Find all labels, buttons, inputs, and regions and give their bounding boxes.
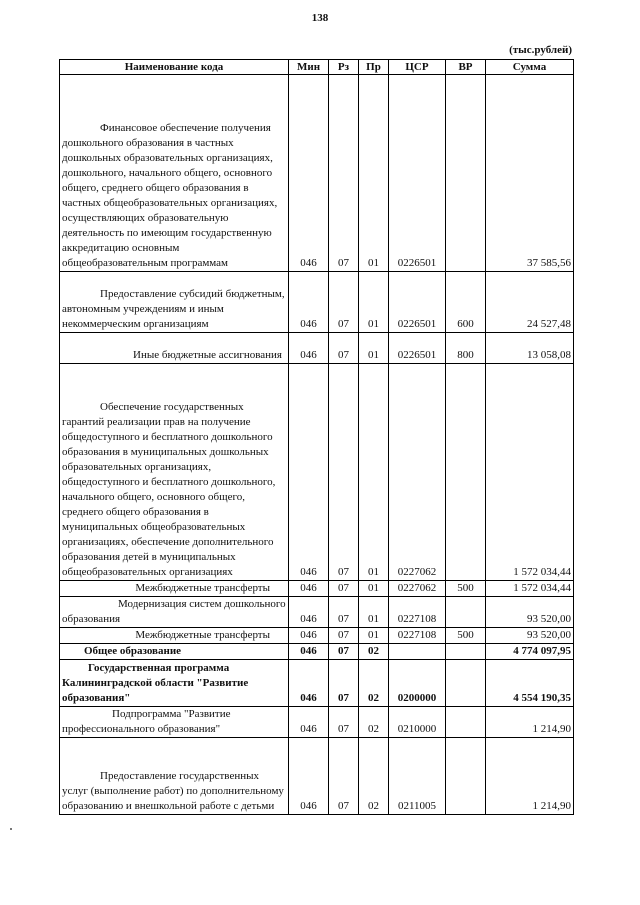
row-min: 046 — [289, 707, 329, 738]
row-vr — [446, 597, 486, 628]
row-csr: 0211005 — [389, 738, 446, 815]
row-name: Межбюджетные трансферты — [60, 628, 289, 644]
row-name: Подпрограмма "Развитие профессионального образования" — [60, 707, 289, 738]
row-name: Общее образование — [60, 644, 289, 660]
row-csr: 0210000 — [389, 707, 446, 738]
table-row — [60, 660, 574, 707]
row-rz: 07 — [329, 738, 359, 815]
row-vr: 500 — [446, 628, 486, 644]
row-pr: 01 — [359, 272, 389, 333]
row-pr: 02 — [359, 738, 389, 815]
row-sum: 1 214,90 — [486, 738, 574, 815]
row-sum: 24 527,48 — [486, 272, 574, 333]
page-number: 138 — [311, 12, 329, 24]
row-vr: 600 — [446, 272, 486, 333]
row-csr: 0227062 — [389, 364, 446, 581]
row-rz: 07 — [329, 628, 359, 644]
row-rz: 07 — [329, 75, 359, 272]
table-row — [60, 707, 574, 738]
row-csr: 0226501 — [389, 272, 446, 333]
header-name: Наименование кода — [60, 60, 289, 75]
row-vr — [446, 75, 486, 272]
row-csr — [389, 644, 446, 660]
row-csr: 0227108 — [389, 597, 446, 628]
row-pr: 01 — [359, 581, 389, 597]
header-pr: Пр — [359, 60, 389, 75]
table-row — [60, 628, 574, 644]
row-name: Предоставление субсидий бюджетным, автономным учреждениям и иным некоммерческим организациям — [60, 272, 289, 333]
row-rz: 07 — [329, 364, 359, 581]
row-min: 046 — [289, 333, 329, 364]
row-name: Государственная программа Калининградской области "Развитие образования" — [60, 660, 289, 707]
row-pr: 02 — [359, 644, 389, 660]
row-sum: 93 520,00 — [486, 628, 574, 644]
table-row — [60, 272, 574, 333]
header-sum: Сумма — [486, 60, 574, 75]
table-row — [60, 364, 574, 581]
row-vr — [446, 660, 486, 707]
row-min: 046 — [289, 597, 329, 628]
header-vr: ВР — [446, 60, 486, 75]
row-sum: 93 520,00 — [486, 597, 574, 628]
row-sum: 1 572 034,44 — [486, 364, 574, 581]
row-vr — [446, 364, 486, 581]
row-vr — [446, 738, 486, 815]
header-rz: Рз — [329, 60, 359, 75]
units-label: (тыс.рублей) — [509, 44, 572, 56]
table-header-row — [60, 60, 574, 75]
scan-speck — [10, 828, 12, 830]
row-rz: 07 — [329, 644, 359, 660]
row-sum: 37 585,56 — [486, 75, 574, 272]
row-pr: 02 — [359, 707, 389, 738]
row-sum: 4 554 190,35 — [486, 660, 574, 707]
header-min: Мин — [289, 60, 329, 75]
row-rz: 07 — [329, 272, 359, 333]
row-name: Предоставление государственных услуг (выполнение работ) по дополнительному образованию и внешкольной работе с детьми — [60, 738, 289, 815]
row-csr: 0227062 — [389, 581, 446, 597]
row-sum: 1 572 034,44 — [486, 581, 574, 597]
row-name: Модернизация систем дошкольного образования — [60, 597, 289, 628]
table-row — [60, 581, 574, 597]
row-vr — [446, 707, 486, 738]
row-min: 046 — [289, 738, 329, 815]
row-vr: 800 — [446, 333, 486, 364]
row-min: 046 — [289, 75, 329, 272]
row-name: Иные бюджетные ассигнования — [60, 333, 289, 364]
table-row — [60, 75, 574, 272]
row-pr: 02 — [359, 660, 389, 707]
table-row — [60, 333, 574, 364]
row-name: Финансовое обеспечение получения дошкольного образования в частных дошкольных образовательных организациях, дошкольного, начального общего, основного общего, среднего общего образования в частных общеобразовательных организациях, осуществляющих образовательную деятельность по имеющим государственную аккредитацию основным общеобразовательным программам — [60, 75, 289, 272]
row-rz: 07 — [329, 597, 359, 628]
row-rz: 07 — [329, 660, 359, 707]
row-min: 046 — [289, 272, 329, 333]
row-min: 046 — [289, 364, 329, 581]
row-sum: 13 058,08 — [486, 333, 574, 364]
row-min: 046 — [289, 660, 329, 707]
row-csr: 0200000 — [389, 660, 446, 707]
row-rz: 07 — [329, 581, 359, 597]
table-row — [60, 644, 574, 660]
row-sum: 1 214,90 — [486, 707, 574, 738]
row-rz: 07 — [329, 707, 359, 738]
row-min: 046 — [289, 644, 329, 660]
row-csr: 0227108 — [389, 628, 446, 644]
row-vr — [446, 644, 486, 660]
row-csr: 0226501 — [389, 75, 446, 272]
header-csr: ЦСР — [389, 60, 446, 75]
row-vr: 500 — [446, 581, 486, 597]
row-name: Межбюджетные трансферты — [60, 581, 289, 597]
budget-table — [59, 59, 574, 815]
row-sum: 4 774 097,95 — [486, 644, 574, 660]
table-row — [60, 597, 574, 628]
table-row — [60, 738, 574, 815]
row-name: Обеспечение государственных гарантий реализации прав на получение общедоступного и бесплатного дошкольного образования в муниципальных дошкольных образовательных организациях, общедоступного и бесплатного дошкольного, начального общего, основного общего, среднего общего образования в муниципальных общеобразовательных организациях, обеспечение дополнительного образования детей в муниципальных общеобразовательных организациях — [60, 364, 289, 581]
row-pr: 01 — [359, 628, 389, 644]
row-csr: 0226501 — [389, 333, 446, 364]
row-pr: 01 — [359, 597, 389, 628]
row-pr: 01 — [359, 364, 389, 581]
row-pr: 01 — [359, 75, 389, 272]
row-pr: 01 — [359, 333, 389, 364]
row-min: 046 — [289, 628, 329, 644]
row-min: 046 — [289, 581, 329, 597]
row-rz: 07 — [329, 333, 359, 364]
